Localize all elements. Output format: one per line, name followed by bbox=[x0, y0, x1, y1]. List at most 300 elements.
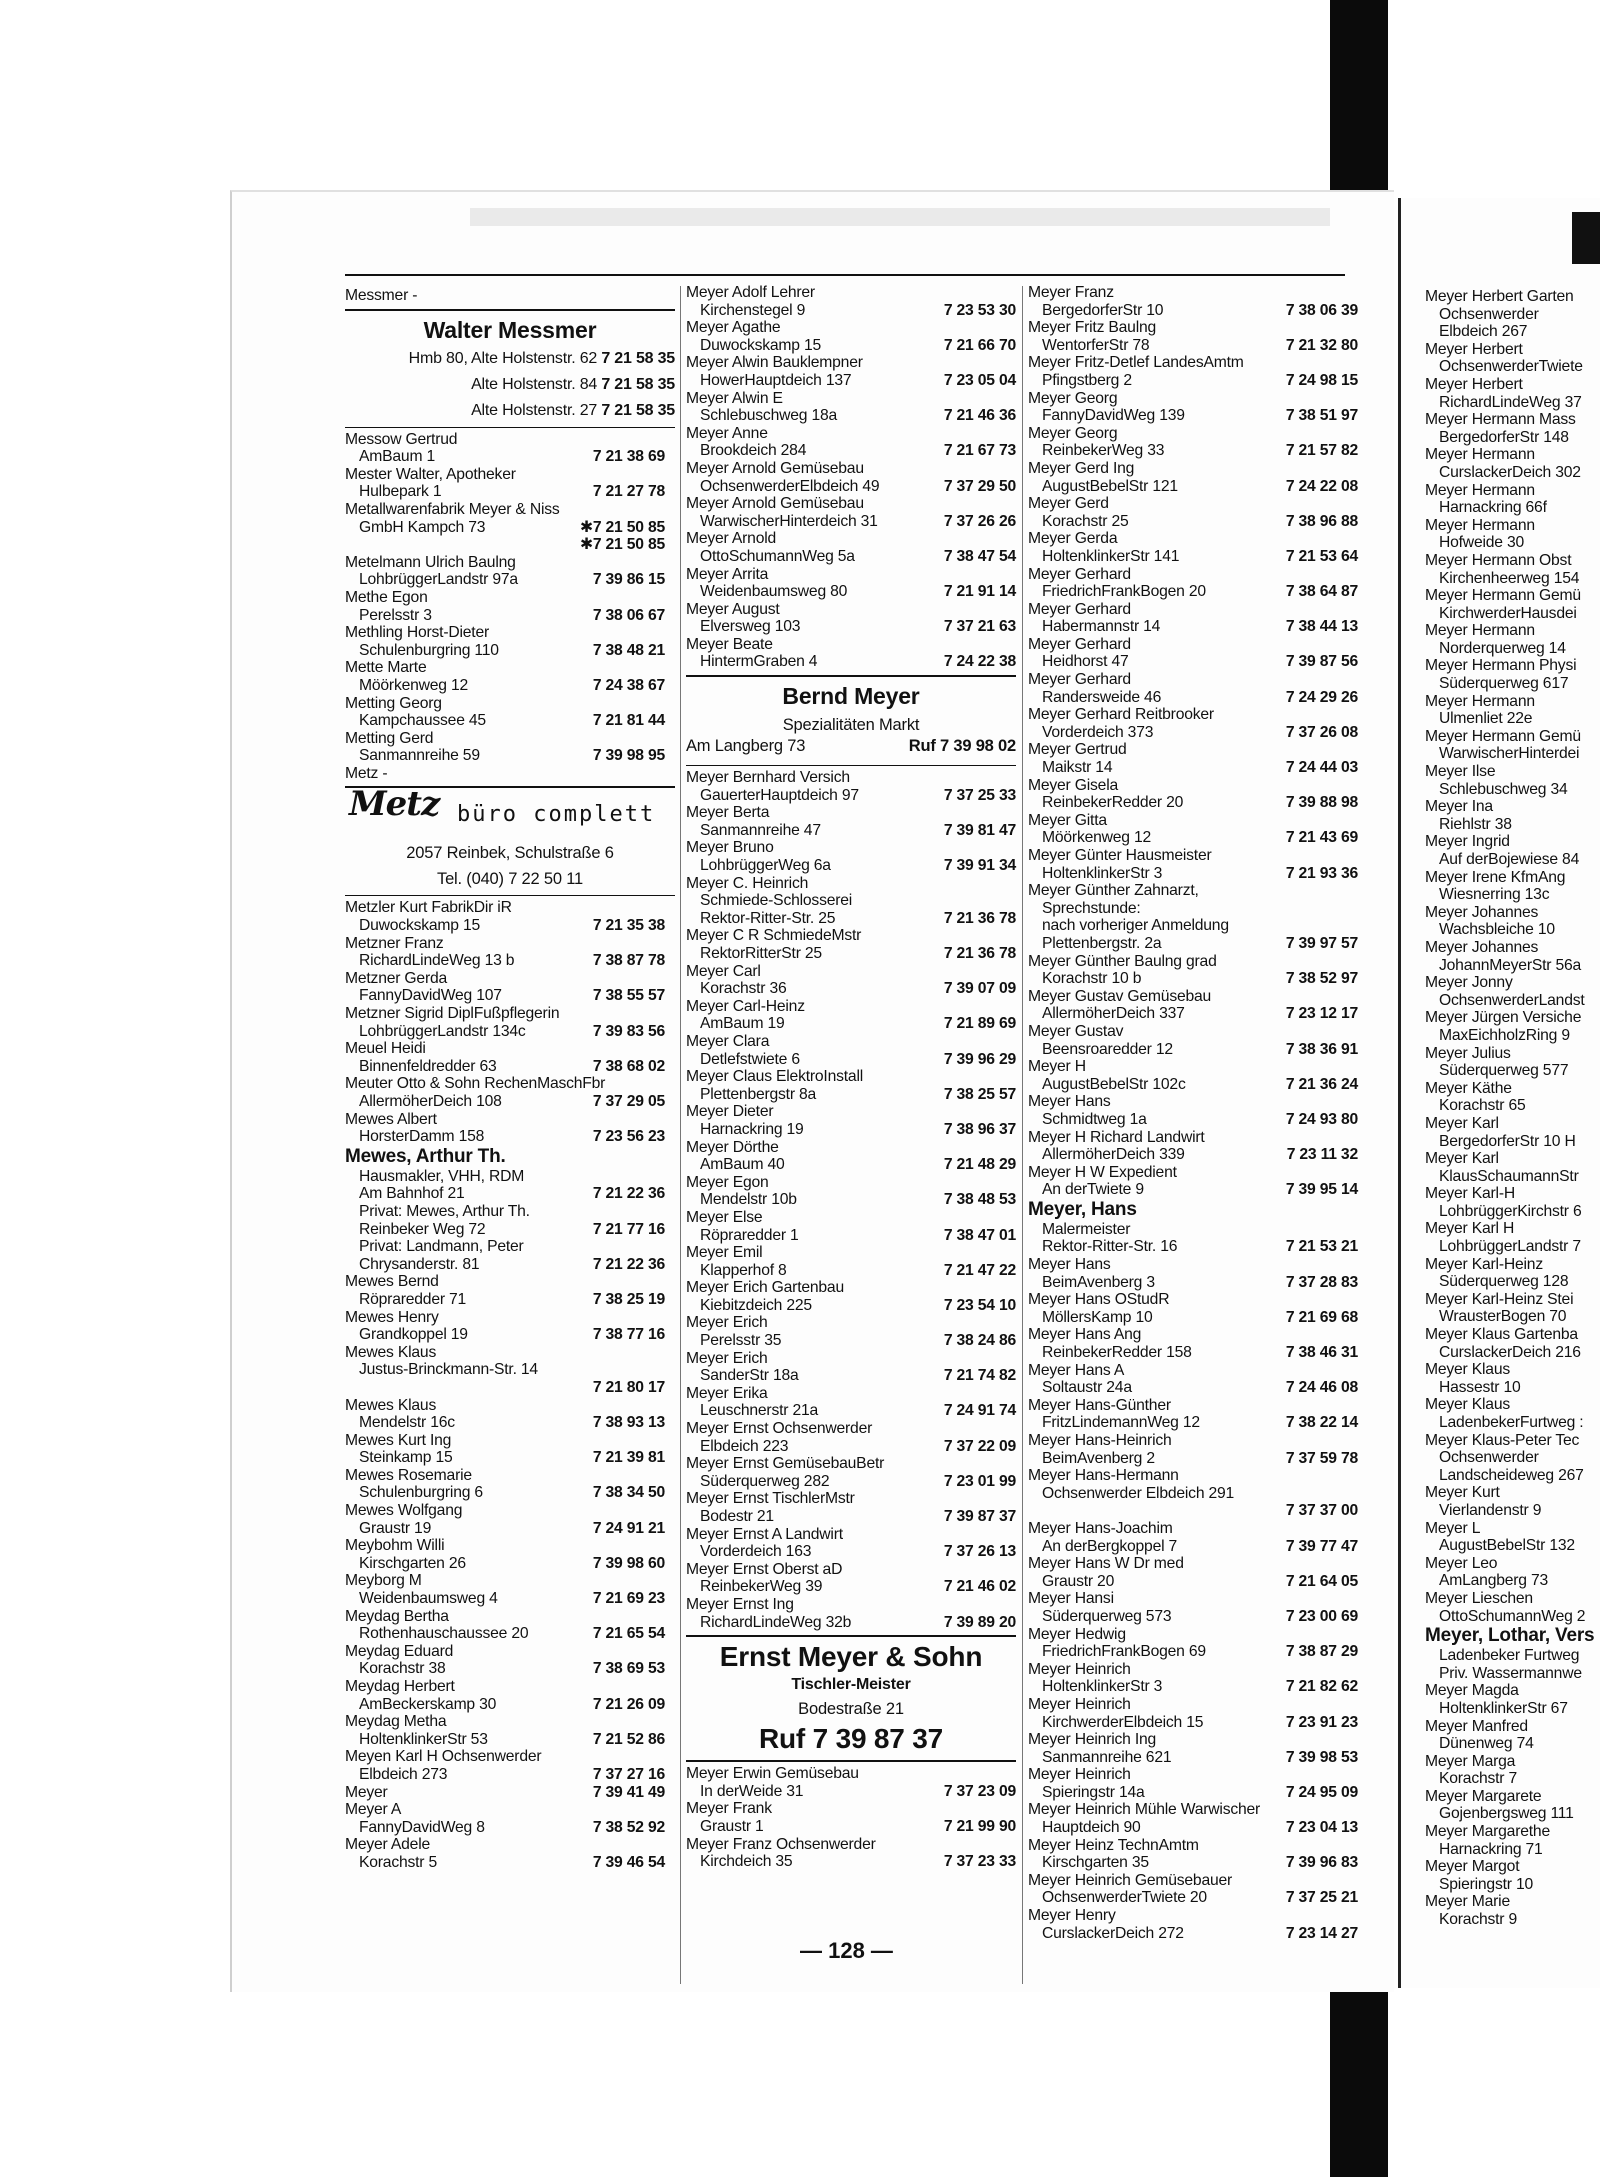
listing-row bbox=[686, 1783, 1016, 1801]
phone-number: 7 38 25 57 bbox=[943, 1085, 1016, 1103]
bold-listing-name: Meyer, Hans bbox=[1028, 1198, 1137, 1220]
listing-row bbox=[1028, 1221, 1358, 1239]
listing-row bbox=[1425, 1788, 1600, 1806]
listing-text: Privat: Landmann, Peter bbox=[359, 1238, 524, 1256]
listing-text: AugustBebelStr 102c bbox=[1042, 1075, 1186, 1093]
phone-number: 7 21 32 80 bbox=[1285, 336, 1358, 354]
listing-text: Süderquerweg 577 bbox=[1439, 1062, 1569, 1080]
listing-text: Schlebuschweg 18a bbox=[700, 407, 838, 425]
listing-row bbox=[1028, 583, 1358, 601]
ad-address: Alte Holstenstr. 84 bbox=[471, 375, 602, 393]
listing-row bbox=[686, 601, 1016, 619]
phone-number: 7 39 41 49 bbox=[592, 1783, 665, 1801]
listing-row bbox=[1028, 671, 1358, 689]
phone-number: 7 24 91 21 bbox=[592, 1519, 665, 1537]
listing-text: Meyer Klaus Gartenba bbox=[1425, 1326, 1578, 1344]
listing-row bbox=[686, 1068, 1016, 1086]
listing-text: Meyer Gisela bbox=[1028, 776, 1119, 794]
listing-text: Duwockskamp 15 bbox=[359, 917, 481, 935]
listing-text: BergedorferStr 148 bbox=[1439, 428, 1569, 446]
listing-row bbox=[1028, 530, 1358, 548]
listing-text: FriedrichFrankBogen 20 bbox=[1042, 583, 1206, 601]
listing-row bbox=[345, 624, 675, 642]
listing-row bbox=[345, 659, 675, 677]
listing-row bbox=[345, 1801, 675, 1819]
listing-text: Messow Gertrud bbox=[345, 430, 458, 448]
listing-text: Sanmannreihe 47 bbox=[700, 821, 821, 839]
phone-number: 7 21 66 70 bbox=[943, 336, 1016, 354]
listing-text: OttoSchumannWeg 5a bbox=[700, 547, 855, 565]
listing-text: Mette Marte bbox=[345, 659, 427, 677]
listing-row bbox=[1028, 636, 1358, 654]
phone-number: 7 39 98 60 bbox=[592, 1554, 665, 1572]
listing-row bbox=[1028, 1573, 1358, 1591]
listing-text: Mewes Kurt Ing bbox=[345, 1431, 452, 1449]
listing-text: Vorderdeich 373 bbox=[1042, 723, 1154, 741]
listing-row bbox=[1028, 1344, 1358, 1362]
listing-text: Meybohm Willi bbox=[345, 1537, 445, 1555]
phone-number: 7 38 68 02 bbox=[592, 1057, 665, 1075]
phone-number: 7 39 98 53 bbox=[1285, 1748, 1358, 1766]
listing-text: Meyer Marie bbox=[1425, 1893, 1510, 1911]
phone-number: 7 39 97 57 bbox=[1285, 934, 1358, 952]
listing-row bbox=[1028, 1749, 1358, 1767]
listing-text: Meyer Dörthe bbox=[686, 1138, 779, 1156]
listing-text: OttoSchumannWeg 2 bbox=[1439, 1607, 1586, 1625]
listing-row bbox=[686, 1438, 1016, 1456]
listing-text: Schlebuschweg 34 bbox=[1439, 780, 1568, 798]
listing-text: Priv. Wassermannwe bbox=[1439, 1664, 1582, 1682]
listing-text: Meuter Otto & Sohn RechenMaschFbr bbox=[345, 1075, 606, 1093]
listing-text: RichardLindeWeg 37 bbox=[1439, 393, 1582, 411]
listing-row bbox=[1425, 446, 1600, 464]
listing-row bbox=[1028, 970, 1358, 988]
listing-text: AugustBebelStr 132 bbox=[1439, 1537, 1575, 1555]
listing-text: Beensroaredder 12 bbox=[1042, 1040, 1173, 1058]
listing-row bbox=[1425, 1168, 1600, 1186]
listing-row bbox=[1028, 882, 1358, 900]
phone-number: 7 21 99 90 bbox=[943, 1817, 1016, 1835]
phone-number: 7 39 89 20 bbox=[943, 1613, 1016, 1631]
phone-number: 7 38 87 78 bbox=[592, 952, 665, 970]
listing-text: FritzLindemannWeg 12 bbox=[1042, 1414, 1200, 1432]
listing-row bbox=[345, 1660, 675, 1678]
listing-text: BergedorferStr 10 H bbox=[1439, 1132, 1576, 1150]
listing-row bbox=[1028, 513, 1358, 531]
listing-row bbox=[686, 1614, 1016, 1632]
listing-text: Harnackring 66f bbox=[1439, 499, 1547, 517]
phone-number: 7 24 29 26 bbox=[1285, 688, 1358, 706]
listing-text: WrausterBogen 70 bbox=[1439, 1308, 1567, 1326]
listing-text: Mewes Henry bbox=[345, 1308, 439, 1326]
listing-row bbox=[345, 1058, 675, 1076]
listing-row bbox=[686, 1561, 1016, 1579]
listing-text: Heidhorst 47 bbox=[1042, 653, 1129, 671]
listing-row bbox=[345, 1502, 675, 1520]
listing-text: Plettenbergstr. 2a bbox=[1042, 934, 1162, 952]
listing-row bbox=[1028, 1238, 1358, 1256]
listing-row bbox=[686, 1836, 1016, 1854]
listing-text: Meyer Hedwig bbox=[1028, 1625, 1126, 1643]
phone-number: 7 24 95 09 bbox=[1285, 1783, 1358, 1801]
listing-text: Methe Egon bbox=[345, 588, 428, 606]
phone-number: 7 21 47 22 bbox=[943, 1261, 1016, 1279]
listing-text: Pfingstberg 2 bbox=[1042, 371, 1132, 389]
listing-text: HoltenklinkerStr 3 bbox=[1042, 1678, 1163, 1696]
listing-row bbox=[686, 1244, 1016, 1262]
listing-row bbox=[1425, 1911, 1600, 1929]
listing-text: Dünenweg 74 bbox=[1439, 1735, 1534, 1753]
listing-text: Korachstr 5 bbox=[359, 1853, 438, 1871]
listing-text: Meyer Günter Hausmeister bbox=[1028, 847, 1212, 864]
listing-text: Meyer Else bbox=[686, 1208, 763, 1226]
listing-text: Meyer Adolf Lehrer bbox=[686, 284, 815, 301]
listing-row bbox=[686, 390, 1016, 408]
listing-row bbox=[686, 618, 1016, 636]
listing-row bbox=[345, 1766, 675, 1784]
listing-row bbox=[1425, 1718, 1600, 1736]
phone-number: 7 38 24 86 bbox=[943, 1332, 1016, 1350]
listing-text: Meyer Manfred bbox=[1425, 1717, 1528, 1735]
listing-row bbox=[345, 1713, 675, 1731]
listing-row bbox=[1425, 1097, 1600, 1115]
phone-number: 7 23 05 04 bbox=[943, 371, 1016, 389]
listing-row bbox=[345, 1537, 675, 1555]
listing-row bbox=[686, 1156, 1016, 1174]
listing-row bbox=[345, 712, 675, 730]
listing-text: Mester Walter, Apotheker bbox=[345, 465, 516, 483]
listing-text: Meyer Magda bbox=[1425, 1682, 1519, 1700]
phone-number: 7 38 52 92 bbox=[592, 1818, 665, 1836]
listing-row bbox=[1425, 763, 1600, 781]
listing-text: Meyer Klaus bbox=[1425, 1396, 1510, 1414]
phone-number: Ruf 7 39 98 02 bbox=[908, 737, 1016, 756]
listing-text: Möörkenweg 12 bbox=[359, 676, 469, 694]
listing-row bbox=[1028, 618, 1358, 636]
phone-number: 7 21 67 73 bbox=[943, 442, 1016, 460]
listing-row bbox=[1028, 1309, 1358, 1327]
listing-text: Bodestr 21 bbox=[700, 1508, 774, 1525]
listing-text: RektorRitterStr 25 bbox=[700, 945, 822, 962]
listing-text: Spieringstr 14a bbox=[1042, 1783, 1145, 1801]
listing-text: Rektor-Ritter-Str. 16 bbox=[1042, 1238, 1178, 1256]
listing-text: Vierlandenstr 9 bbox=[1439, 1501, 1542, 1519]
listing-text: Elversweg 103 bbox=[700, 618, 801, 636]
phone-number: 7 37 28 83 bbox=[1285, 1273, 1358, 1291]
phone-number: 7 21 52 86 bbox=[592, 1730, 665, 1748]
listing-text: In derWeide 31 bbox=[700, 1782, 804, 1800]
listing-text: Meyer H bbox=[1028, 1058, 1086, 1076]
bold-listing-name: Mewes, Arthur Th. bbox=[345, 1145, 506, 1167]
phone-number: 7 21 43 69 bbox=[1285, 829, 1358, 847]
listing-row bbox=[345, 642, 675, 660]
listing-text: Meyer Gerda bbox=[1028, 530, 1118, 548]
listing-text: Metting Georg bbox=[345, 694, 442, 712]
listing-row bbox=[1028, 1819, 1358, 1837]
listing-text: Reinbeker Weg 72 bbox=[359, 1220, 486, 1238]
listing-row bbox=[345, 1484, 675, 1502]
phone-number: 7 24 44 03 bbox=[1285, 759, 1358, 777]
listing-row bbox=[1028, 407, 1358, 425]
ad-title: Bernd Meyer bbox=[782, 683, 920, 710]
phone-number: 7 21 48 29 bbox=[943, 1156, 1016, 1174]
listing-row bbox=[345, 1379, 675, 1397]
listing-row bbox=[345, 917, 675, 935]
phone-number: ✱7 21 50 85 bbox=[579, 536, 665, 554]
listing-row bbox=[686, 1596, 1016, 1614]
listing-text: Plettenbergstr 8a bbox=[700, 1085, 817, 1103]
listing-row bbox=[1425, 816, 1600, 834]
phone-number: 7 38 25 19 bbox=[592, 1290, 665, 1308]
listing-row bbox=[345, 1005, 675, 1023]
listing-row bbox=[686, 337, 1016, 355]
listing-row bbox=[1028, 1379, 1358, 1397]
listing-row bbox=[1425, 974, 1600, 992]
listing-text: Auf derBojewiese 84 bbox=[1439, 851, 1580, 868]
phone-number: 7 37 26 13 bbox=[943, 1543, 1016, 1561]
phone-number: 7 21 53 21 bbox=[1285, 1238, 1358, 1256]
listing-text: Ochsenwerder bbox=[1439, 305, 1539, 323]
phone-number: 7 38 96 37 bbox=[943, 1120, 1016, 1138]
listing-text: Meyer Georg bbox=[1028, 424, 1118, 442]
listing-text: Meyer Gerhard Reitbrooker bbox=[1028, 706, 1214, 724]
listing-row bbox=[686, 319, 1016, 337]
listing-text: Perelsstr 3 bbox=[359, 606, 432, 624]
listing-text: HintermGraben 4 bbox=[700, 653, 818, 671]
listing-row bbox=[345, 899, 675, 917]
listing-text: Korachstr 38 bbox=[359, 1660, 446, 1678]
listing-text: Meyer Johannes bbox=[1425, 938, 1539, 956]
listing-row bbox=[1425, 1062, 1600, 1080]
listing-row bbox=[345, 935, 675, 953]
listing-text: Meyer Karl-Heinz Stei bbox=[1425, 1290, 1574, 1308]
column-separator bbox=[680, 286, 681, 1984]
listing-row bbox=[1425, 869, 1600, 887]
listing-row bbox=[1028, 917, 1358, 935]
phone-number: 7 21 22 36 bbox=[592, 1255, 665, 1273]
listing-row bbox=[1425, 957, 1600, 975]
listing-row bbox=[1028, 1397, 1358, 1415]
listing-row bbox=[1028, 1093, 1358, 1111]
listing-text: Meyer Hans-Günther bbox=[1028, 1396, 1171, 1414]
listing-row bbox=[345, 1309, 675, 1327]
listing-text: Korachstr 65 bbox=[1439, 1097, 1526, 1115]
listing-text: Meyer Herbert bbox=[1425, 375, 1523, 393]
listing-row bbox=[1425, 1326, 1600, 1344]
phone-number: 7 37 37 00 bbox=[1285, 1502, 1358, 1520]
listing-text: Süderquerweg 617 bbox=[1439, 675, 1569, 693]
listing-row bbox=[1028, 1414, 1358, 1432]
listing-text: Meyer Hermann Gemü bbox=[1425, 727, 1581, 745]
listing-row bbox=[686, 980, 1016, 998]
listing-text: Meyer Bernhard Versich bbox=[686, 769, 850, 787]
listing-text: Meyer Jürgen Versiche bbox=[1425, 1009, 1582, 1027]
listing-text: Maikstr 14 bbox=[1042, 759, 1113, 777]
listing-text: Meyer Ernst A Landwirt bbox=[686, 1525, 843, 1543]
listing-text: Meydag Eduard bbox=[345, 1642, 454, 1660]
phone-number: 7 38 06 39 bbox=[1285, 301, 1358, 319]
listing-row bbox=[1425, 1572, 1600, 1590]
listing-text: Meyer Henry bbox=[1028, 1907, 1116, 1925]
phone-number: 7 39 88 98 bbox=[1285, 794, 1358, 812]
listing-row bbox=[1028, 1872, 1358, 1890]
listing-row bbox=[345, 1748, 675, 1766]
listing-row bbox=[1425, 1537, 1600, 1555]
listing-row bbox=[1425, 1449, 1600, 1467]
listing-row bbox=[1425, 710, 1600, 728]
phone-number: 7 37 23 09 bbox=[943, 1782, 1016, 1800]
next-page-column bbox=[1425, 288, 1600, 1929]
listing-text: Methling Horst-Dieter bbox=[345, 624, 490, 642]
listing-text: GauerterHauptdeich 97 bbox=[700, 786, 859, 804]
ad-text: Tel. (040) 7 22 50 11 bbox=[437, 870, 583, 889]
header-rule bbox=[345, 274, 1345, 276]
phone-number: 7 23 54 10 bbox=[943, 1296, 1016, 1314]
listing-row bbox=[1425, 1396, 1600, 1414]
listing-text: Meyer bbox=[345, 1783, 388, 1801]
listing-row bbox=[345, 1643, 675, 1661]
listing-text: Röpraredder 71 bbox=[359, 1290, 467, 1308]
listing-text: Elbdeich 223 bbox=[700, 1437, 789, 1455]
listing-text: Meyer Heinrich Mühle Warwischer bbox=[1028, 1801, 1261, 1819]
listing-row bbox=[686, 1086, 1016, 1104]
listing-row bbox=[1028, 1837, 1358, 1855]
listing-row bbox=[1425, 1045, 1600, 1063]
listing-text: HoltenklinkerStr 3 bbox=[1042, 864, 1163, 882]
phone-number: 7 21 36 24 bbox=[1285, 1075, 1358, 1093]
listing-row bbox=[345, 1185, 675, 1203]
phone-number: 7 38 34 50 bbox=[592, 1484, 665, 1502]
listing-text: Metzner Franz bbox=[345, 934, 444, 952]
listing-text: Korachstr 10 b bbox=[1042, 970, 1142, 988]
listing-text: Hauptdeich 90 bbox=[1042, 1819, 1141, 1837]
listing-text: LohbrüggerKirchstr 6 bbox=[1439, 1202, 1582, 1220]
listing-text: Graustr 19 bbox=[359, 1519, 432, 1537]
listing-text: Meyer Heinrich bbox=[1028, 1660, 1131, 1678]
page-number: — 128 — bbox=[800, 1938, 893, 1963]
listing-row bbox=[1425, 833, 1600, 851]
listing-row bbox=[1425, 464, 1600, 482]
listing-row bbox=[686, 1227, 1016, 1245]
listing-row bbox=[686, 927, 1016, 945]
listing-row bbox=[345, 1023, 675, 1041]
phone-number: 7 21 74 82 bbox=[943, 1367, 1016, 1385]
listing-row bbox=[1425, 1647, 1600, 1665]
listing-text: FannyDavidWeg 8 bbox=[359, 1818, 485, 1836]
column-3 bbox=[1028, 284, 1358, 1942]
listing-row bbox=[1028, 1696, 1358, 1714]
listing-row bbox=[1425, 482, 1600, 500]
listing-row bbox=[686, 1174, 1016, 1192]
listing-text: Randersweide 46 bbox=[1042, 688, 1162, 706]
listing-text: Ulmenliet 22e bbox=[1439, 710, 1533, 728]
listing-row bbox=[1425, 1150, 1600, 1168]
listing-row bbox=[1028, 759, 1358, 777]
listing-text: Meyer Carl-Heinz bbox=[686, 997, 805, 1015]
listing-text: AmBeckerskamp 30 bbox=[359, 1695, 497, 1713]
listing-row bbox=[1425, 1805, 1600, 1823]
listing-row bbox=[345, 1075, 675, 1093]
phone-number: 7 21 46 02 bbox=[943, 1578, 1016, 1596]
listing-row bbox=[1425, 605, 1600, 623]
phone-number: 7 21 77 16 bbox=[592, 1220, 665, 1238]
listing-row bbox=[686, 1350, 1016, 1368]
listing-text: Korachstr 36 bbox=[700, 980, 787, 998]
listing-text: Schulenburgring 6 bbox=[359, 1484, 483, 1502]
listing-row bbox=[1028, 1076, 1358, 1094]
listing-text: OchsenwerderTwiete 20 bbox=[1042, 1889, 1207, 1907]
listing-text: Binnenfeldredder 63 bbox=[359, 1057, 497, 1075]
listing-text: Meyer Gustav Gemüsebau bbox=[1028, 987, 1212, 1005]
listing-text: Meyer Gerhard bbox=[1028, 565, 1131, 583]
listing-row bbox=[1425, 1361, 1600, 1379]
phone-number: 7 39 91 34 bbox=[943, 857, 1016, 875]
listing-row bbox=[345, 589, 675, 607]
listing-text: WentorferStr 78 bbox=[1042, 336, 1150, 354]
listing-row bbox=[686, 1455, 1016, 1473]
listing-text: Duwockskamp 15 bbox=[700, 336, 822, 354]
listing-row bbox=[345, 1572, 675, 1590]
listing-row bbox=[1425, 745, 1600, 763]
listing-row bbox=[345, 1221, 675, 1239]
listing-row bbox=[345, 1625, 675, 1643]
phone-number: 7 21 46 36 bbox=[943, 407, 1016, 425]
listing-text: Landscheideweg 267 bbox=[1439, 1466, 1584, 1484]
listing-text: Meyer Ernst Ochsenwerder bbox=[686, 1420, 873, 1438]
listing-text: Meyer Klaus bbox=[1425, 1361, 1510, 1379]
listing-row bbox=[1425, 675, 1600, 693]
listing-text: Am Langberg 73 bbox=[686, 737, 806, 756]
listing-text: Meyer Ilse bbox=[1425, 763, 1496, 781]
listing-row bbox=[345, 431, 675, 449]
listing-text: ReinbekerWeg 39 bbox=[700, 1578, 823, 1596]
listing-text: ReinbekerRedder 20 bbox=[1042, 794, 1184, 812]
listing-text: Kirschgarten 35 bbox=[1042, 1854, 1149, 1872]
listing-text: Steinkamp 15 bbox=[359, 1449, 453, 1467]
listing-row bbox=[345, 571, 675, 589]
listing-row bbox=[1028, 1661, 1358, 1679]
listing-text: RichardLindeWeg 32b bbox=[700, 1613, 852, 1631]
listing-row bbox=[686, 892, 1016, 910]
listing-row bbox=[1425, 1590, 1600, 1608]
listing-text: Meyer Ernst Ing bbox=[686, 1595, 794, 1613]
listing-row bbox=[1028, 988, 1358, 1006]
listing-row bbox=[1425, 376, 1600, 394]
listing-row bbox=[686, 822, 1016, 840]
listing-row bbox=[1425, 1133, 1600, 1151]
listing-row bbox=[1425, 1273, 1600, 1291]
listing-text: Metzner Gerda bbox=[345, 969, 448, 987]
listing-row bbox=[686, 653, 1016, 671]
listing-row bbox=[345, 1040, 675, 1058]
section-rule bbox=[345, 427, 675, 428]
listing-text: Süderquerweg 128 bbox=[1439, 1273, 1569, 1291]
listing-text: Hulbepark 1 bbox=[359, 483, 442, 501]
listing-row bbox=[686, 1578, 1016, 1596]
listing-row bbox=[686, 1765, 1016, 1783]
ad-address-line bbox=[345, 346, 675, 372]
listing-text: Meyer Gerhard bbox=[1028, 671, 1131, 689]
listing-row bbox=[686, 1800, 1016, 1818]
listing-row bbox=[686, 548, 1016, 566]
listing-row bbox=[686, 1385, 1016, 1403]
listing-row bbox=[686, 1209, 1016, 1227]
listing-text: Meyer Dieter bbox=[686, 1103, 774, 1121]
listing-row bbox=[1028, 706, 1358, 724]
logo-tagline: büro complett bbox=[457, 802, 656, 828]
listing-text: Meyer Hans bbox=[1028, 1093, 1111, 1111]
listing-text: AmLangberg 73 bbox=[1439, 1572, 1549, 1590]
